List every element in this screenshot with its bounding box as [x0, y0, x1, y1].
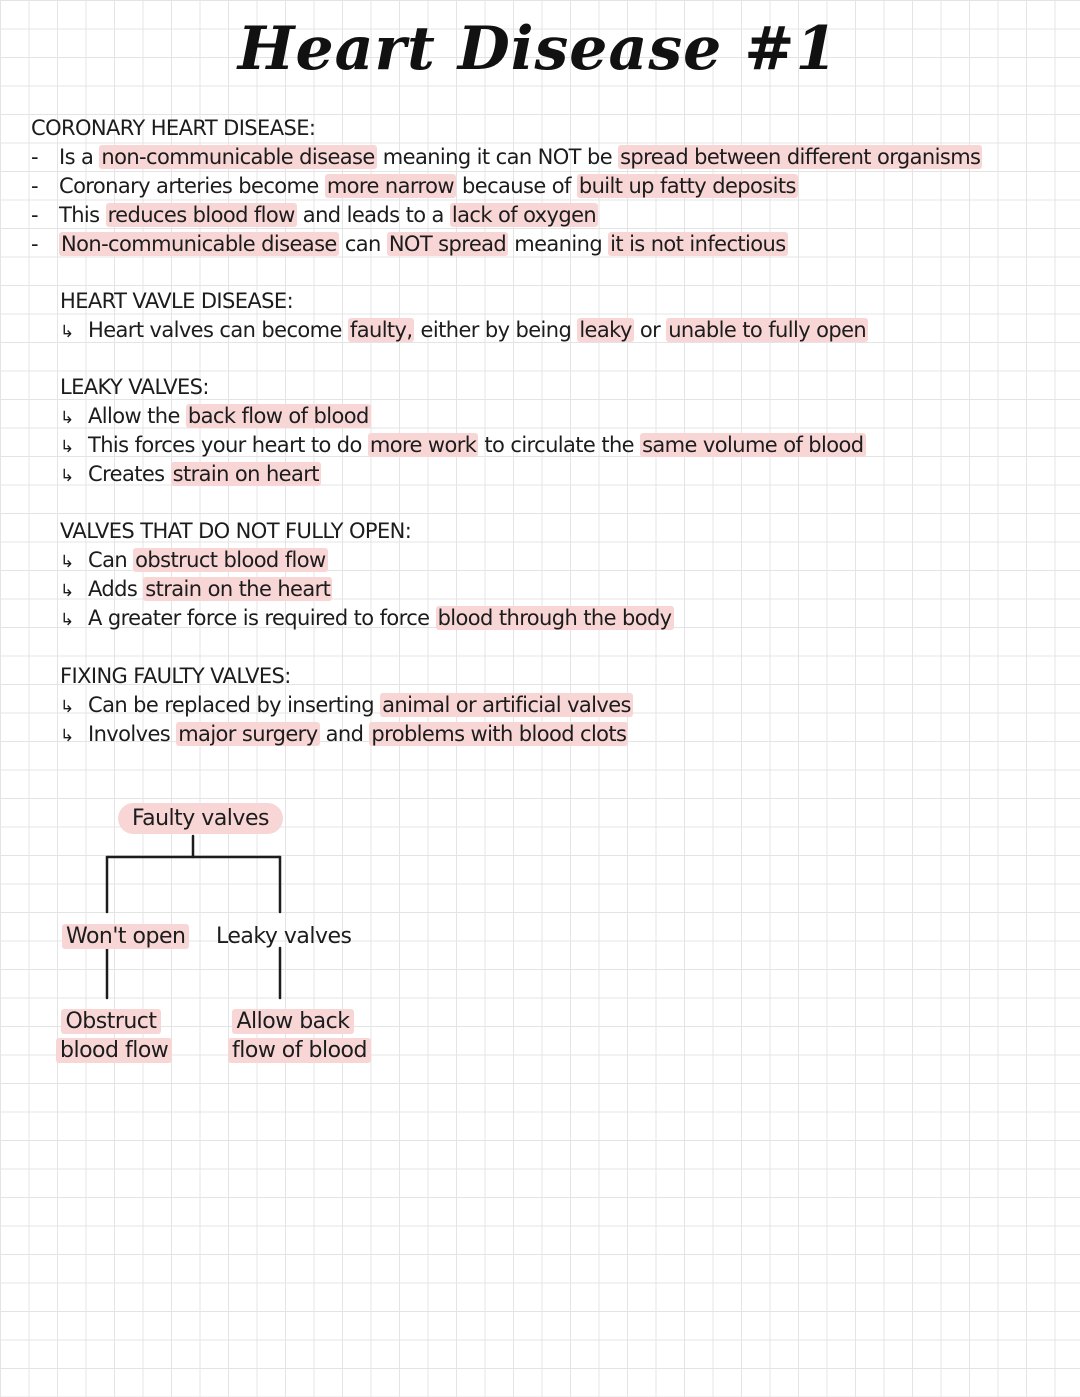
tree-leaf-obstruct-blood-flow: Obstruct blood flow [56, 1007, 166, 1065]
text-segment: and leads to a [296, 203, 450, 227]
highlighted-text: it is not infectious [610, 232, 786, 256]
dash-bullet-icon: - [31, 145, 38, 169]
text-segment: Creates [88, 462, 171, 486]
highlighted-text: built up fatty deposits [578, 174, 796, 198]
leaky-valves-heading: LEAKY VALVES: [60, 375, 209, 399]
highlighted-text: more work [369, 433, 477, 457]
highlighted-text: back flow of blood [187, 404, 369, 428]
highlighted-text: leaky [579, 318, 632, 342]
highlighted-text: more narrow [326, 174, 454, 198]
text-segment: Can be replaced by inserting [88, 693, 381, 717]
text-segment: This [59, 203, 106, 227]
text-segment: A greater force is required to force [88, 606, 436, 630]
dash-bullet-icon: - [31, 174, 38, 198]
arrow-return-icon: ↳ [60, 697, 74, 717]
arrow-return-icon: ↳ [60, 408, 74, 428]
text-segment: to circulate the [478, 433, 641, 457]
tree-node-leaky-valves: Leaky valves [216, 924, 352, 949]
dash-bullet-icon: - [31, 203, 38, 227]
highlighted-text: spread between different organisms [620, 145, 981, 169]
highlighted-text: NOT spread [388, 232, 507, 256]
text-segment: either by being [414, 318, 578, 342]
highlighted-text: strain on heart [172, 462, 319, 486]
text-segment: Can [88, 548, 134, 572]
highlighted-text: faulty, [349, 318, 413, 342]
text-segment: Is a [59, 145, 100, 169]
text-segment: Allow the [88, 404, 186, 428]
highlighted-text: strain on the heart [145, 577, 331, 601]
text-segment: meaning it can NOT be [376, 145, 619, 169]
highlighted-text: blood through the body [437, 606, 672, 630]
arrow-return-icon: ↳ [60, 322, 74, 342]
arrow-return-icon: ↳ [60, 552, 74, 572]
highlighted-text: problems with blood clots [371, 722, 627, 746]
arrow-return-icon: ↳ [60, 581, 74, 601]
highlighted-text: Non-communicable disease [61, 232, 337, 256]
text-segment: Adds [88, 577, 144, 601]
highlighted-text: animal or artificial valves [382, 693, 631, 717]
text-segment: because of [455, 174, 577, 198]
highlighted-text: lack of oxygen [451, 203, 597, 227]
text-segment: or [633, 318, 667, 342]
highlighted-text: non-communicable disease [101, 145, 375, 169]
arrow-return-icon: ↳ [60, 726, 74, 746]
highlighted-text: major surgery [178, 722, 318, 746]
arrow-return-icon: ↳ [60, 466, 74, 486]
tree-root-faulty-valves: Faulty valves [118, 803, 283, 834]
text-segment: Heart valves can become [88, 318, 348, 342]
highlighted-text: unable to fully open [668, 318, 867, 342]
tree-node-wont-open: Won't open [62, 922, 189, 951]
not-open-heading: VALVES THAT DO NOT FULLY OPEN: [60, 519, 412, 543]
dash-bullet-icon: - [31, 232, 38, 256]
text-segment: can [338, 232, 387, 256]
text-segment: and [319, 722, 370, 746]
arrow-return-icon: ↳ [60, 437, 74, 457]
text-segment: Involves [88, 722, 177, 746]
arrow-return-icon: ↳ [60, 610, 74, 630]
highlighted-text: same volume of blood [642, 433, 864, 457]
page-title: Heart Disease #1 [237, 14, 839, 84]
text-segment: This forces your heart to do [88, 433, 368, 457]
text-segment: meaning [508, 232, 609, 256]
fixing-heading: FIXING FAULTY VALVES: [60, 664, 291, 688]
highlighted-text: obstruct blood flow [135, 548, 326, 572]
valve-disease-heading: HEART VAVLE DISEASE: [60, 289, 294, 313]
tree-leaf-allow-back-flow: Allow back flow of blood [228, 1007, 358, 1065]
coronary-heading: CORONARY HEART DISEASE: [31, 116, 316, 140]
highlighted-text: reduces blood flow [107, 203, 295, 227]
text-segment: Coronary arteries become [59, 174, 325, 198]
